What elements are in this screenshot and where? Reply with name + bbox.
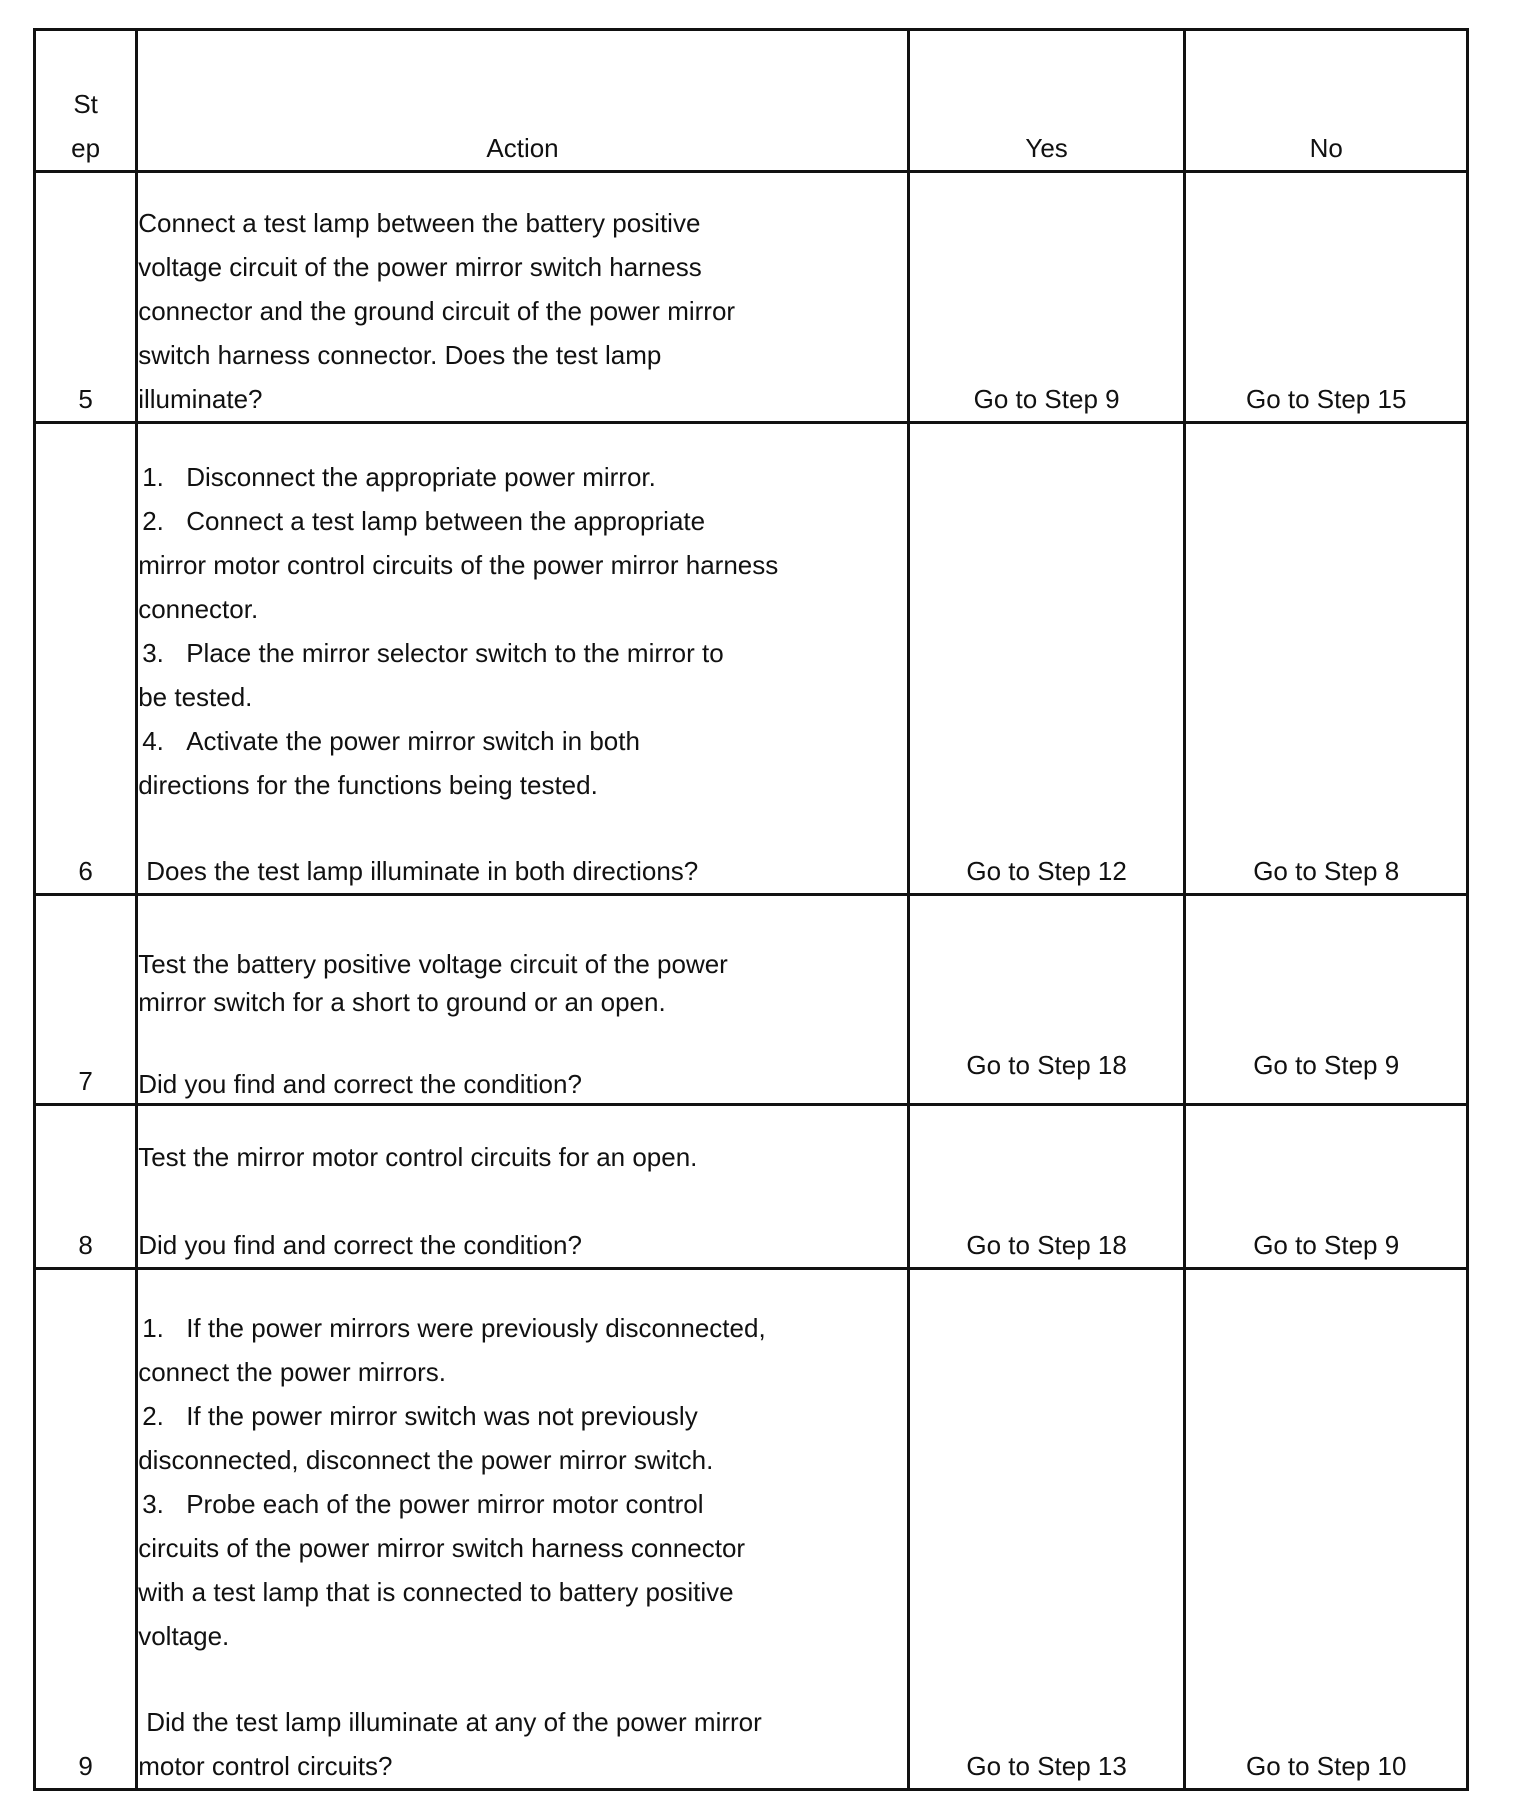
item-continuation: disconnected, disconnect the power mirror switch.: [138, 1445, 714, 1475]
numbered-item: [138, 455, 907, 499]
no-result: Go to Step 10: [1185, 1269, 1468, 1790]
no-result: Go to Step 9: [1185, 895, 1468, 1105]
yes-result: Go to Step 12: [908, 423, 1185, 895]
table-row: [35, 1269, 1468, 1790]
item-continuation: mirror motor control circuits of the power mirror harness: [138, 550, 779, 580]
yes-result: Go to Step 18: [908, 895, 1185, 1105]
diagnostic-table: [33, 28, 1469, 1791]
item-continuation: directions for the functions being tested.: [138, 770, 598, 800]
action-line: switch harness connector. Does the test lamp: [138, 340, 662, 370]
item-text: Disconnect the appropriate power mirror.: [186, 462, 656, 492]
action-line: voltage circuit of the power mirror switch harness: [138, 252, 702, 282]
item-number: 2.: [142, 506, 164, 536]
item-continuation: voltage.: [138, 1621, 230, 1651]
spacer: [138, 1021, 907, 1065]
action-cell: [137, 1105, 909, 1269]
no-result: Go to Step 9: [1185, 1105, 1468, 1269]
numbered-item: [138, 499, 907, 543]
header-step: [35, 30, 137, 172]
header-step-line1: St: [73, 89, 98, 119]
question-text: Does the test lamp illuminate in both directions?: [146, 856, 699, 886]
question-text: Did you find and correct the condition?: [138, 1230, 582, 1260]
action-line: Test the mirror motor control circuits for an open.: [138, 1142, 698, 1172]
question-text: motor control circuits?: [138, 1751, 393, 1781]
no-result: Go to Step 8: [1185, 423, 1468, 895]
action-cell: [137, 895, 909, 1105]
item-text: Connect a test lamp between the appropriate: [186, 506, 706, 536]
action-cell: [137, 172, 909, 423]
header-action: Action: [137, 30, 909, 172]
numbered-item: [138, 1394, 907, 1438]
item-text: Activate the power mirror switch in both: [186, 726, 640, 756]
step-number: 8: [35, 1105, 137, 1269]
step-number: 6: [35, 423, 137, 895]
action-line: illuminate?: [138, 384, 263, 414]
action-line: mirror switch for a short to ground or an open.: [138, 987, 666, 1017]
table-row: [35, 895, 1468, 1105]
step-number: 5: [35, 172, 137, 423]
item-continuation: circuits of the power mirror switch harness connector: [138, 1533, 746, 1563]
item-number: 2.: [142, 1401, 164, 1431]
item-text: If the power mirrors were previously disconnected,: [186, 1313, 766, 1343]
action-cell: [137, 423, 909, 895]
yes-result: Go to Step 9: [908, 172, 1185, 423]
numbered-item: [138, 719, 907, 763]
yes-result: Go to Step 18: [908, 1105, 1185, 1269]
action-line: Connect a test lamp between the battery positive: [138, 208, 701, 238]
no-result: Go to Step 15: [1185, 172, 1468, 423]
item-text: If the power mirror switch was not previously: [186, 1401, 698, 1431]
action-line: connector and the ground circuit of the power mirror: [138, 296, 736, 326]
action-cell: [137, 1269, 909, 1790]
table-row: [35, 1105, 1468, 1269]
step-number: 9: [35, 1269, 137, 1790]
question-text: Did you find and correct the condition?: [138, 1069, 582, 1099]
numbered-item: [138, 631, 907, 675]
header-step-line2: ep: [71, 133, 101, 163]
header-row: [35, 30, 1468, 172]
question-text: Did the test lamp illuminate at any of the power mirror: [146, 1707, 762, 1737]
item-number: 3.: [142, 1489, 164, 1519]
item-continuation: be tested.: [138, 682, 253, 712]
item-number: 4.: [142, 726, 164, 756]
item-continuation: with a test lamp that is connected to battery positive: [138, 1577, 734, 1607]
table-row: [35, 172, 1468, 423]
item-continuation: connect the power mirrors.: [138, 1357, 446, 1387]
item-number: 1.: [142, 462, 164, 492]
item-number: 1.: [142, 1313, 164, 1343]
item-number: 3.: [142, 638, 164, 668]
spacer: [138, 807, 907, 849]
header-yes: Yes: [908, 30, 1185, 172]
spacer: [138, 1179, 907, 1223]
item-text: Place the mirror selector switch to the mirror to: [186, 638, 724, 668]
item-text: Probe each of the power mirror motor control: [186, 1489, 704, 1519]
header-no: No: [1185, 30, 1468, 172]
table-row: [35, 423, 1468, 895]
numbered-item: [138, 1482, 907, 1526]
item-continuation: connector.: [138, 594, 259, 624]
step-number: 7: [35, 895, 137, 1105]
spacer: [138, 1658, 907, 1700]
numbered-item: [138, 1306, 907, 1350]
yes-result: Go to Step 13: [908, 1269, 1185, 1790]
action-line: Test the battery positive voltage circuit of the power: [138, 949, 728, 979]
